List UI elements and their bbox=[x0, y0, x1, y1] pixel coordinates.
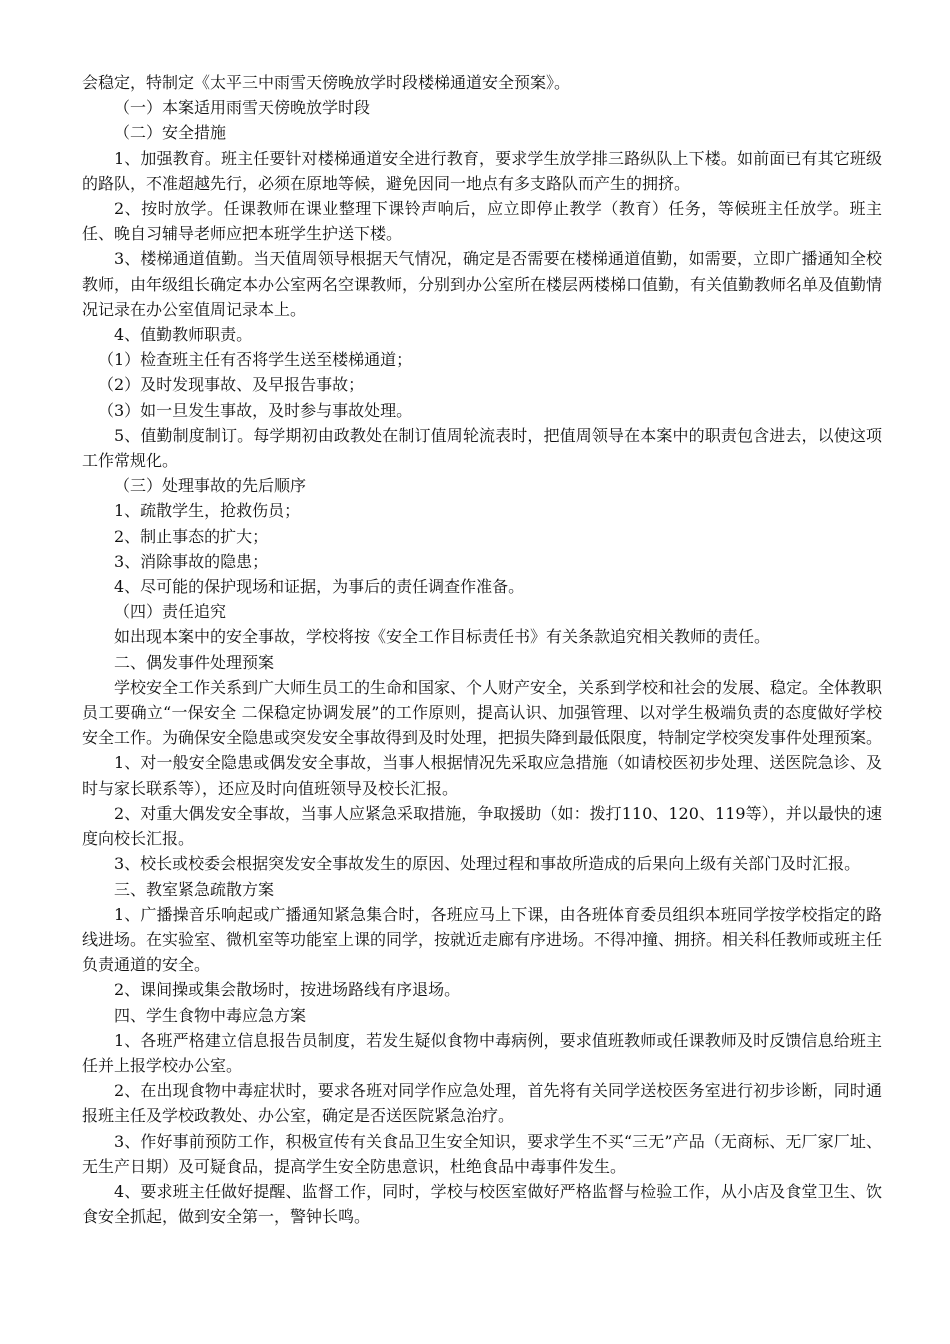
duty-item-1: （1）检查班主任有否将学生送至楼梯通道； bbox=[98, 350, 413, 370]
measure-2-dismissal: 2、按时放学。任课教师在课业整理下课铃声响后，应立即停止教学（教育）任务，等候班主任放学。班主任、晚自习辅导老师应把本班学生护送下楼。 bbox=[82, 199, 882, 244]
accountability-text: 如出现本案中的安全事故，学校将按《安全工作目标责任书》有关条款追究相关教师的责任。 bbox=[114, 627, 771, 647]
measure-3-stair-duty: 3、楼梯通道值勤。当天值周领导根据天气情况，确定是否需要在楼梯通道值勤，如需要，立即广播通知全校教师，由年级组长确定本办公室两名空课教师，分别到办公室所在楼层两楼梯口值勤，有关值勤教师名单及值勤情况记录在办公室值周记录本上。 bbox=[82, 249, 883, 319]
evacuation-item-2: 2、课间操或集会散场时，按进场路线有序退场。 bbox=[114, 980, 461, 1000]
food-item-3: 3、作好事前预防工作，积极宣传有关食品卫生安全知识，要求学生不买“三无”产品（无商标、无厂家厂址、无生产日期）及可疑食品，提高学生安全防患意识，杜绝食品中毒事件发生。 bbox=[82, 1131, 882, 1176]
food-item-1: 1、各班严格建立信息报告员制度，若发生疑似食物中毒病例，要求值班教师或任课教师及时反馈信息给班主任并上报学校办公室。 bbox=[82, 1030, 882, 1075]
duty-item-2: （2）及时发现事故、及早报告事故； bbox=[98, 375, 365, 395]
part-2-heading: 二、偶发事件处理预案 bbox=[114, 652, 275, 672]
duty-item-3: （3）如一旦发生事故，及时参与事故处理。 bbox=[98, 400, 413, 420]
incident-item-2: 2、对重大偶发安全事故，当事人应紧急采取措施，争取援助（如：拨打110、120、119等），并以最快的速度向校长汇报。 bbox=[82, 803, 882, 849]
paragraph-intro-closing: 会稳定，特制定《太平三中雨雪天傍晚放学时段楼梯通道安全预案》。 bbox=[82, 73, 571, 92]
evacuation-item-1: 1、广播操音乐响起或广播通知紧急集合时，各班应马上下课，由各班体育委员组织本班同学按学校指定的路线进场。在实验室、微机室等功能室上课的同学，按就近走廊有序进场。不得冲撞、拥挤。相关科任教师或班主任负责通道的安全。 bbox=[82, 904, 883, 975]
food-item-2: 2、在出现食物中毒症状时，要求各班对同学作应急处理，首先将有关同学送校医务室进行初步诊断，同时通报班主任及学校政教处、办公室，确定是否送医院紧急治疗。 bbox=[82, 1081, 882, 1126]
order-item-2: 2、制止事态的扩大； bbox=[114, 526, 269, 546]
order-item-4: 4、尽可能的保护现场和证据，为事后的责任调查作准备。 bbox=[114, 577, 525, 597]
document-body bbox=[82, 70, 882, 1229]
food-item-4: 4、要求班主任做好提醒、监督工作，同时，学校与校医室做好严格监督与检验工作，从小店及食堂卫生、饮食安全抓起，做到安全第一，警钟长鸣。 bbox=[82, 1181, 882, 1227]
incident-item-3: 3、校长或校委会根据突发安全事故发生的原因、处理过程和事故所造成的后果向上级有关部门及时汇报。 bbox=[114, 854, 861, 874]
part-3-heading: 三、教室紧急疏散方案 bbox=[114, 879, 275, 899]
measure-5-duty-system: 5、值勤制度制订。每学期初由政教处在制订值周轮流表时，把值周领导在本案中的职责包含进去，以使这项工作常规化。 bbox=[82, 425, 882, 471]
order-item-1: 1、疏散学生，抢救伤员； bbox=[114, 501, 301, 521]
section-4-heading: （四）责任追究 bbox=[114, 602, 227, 622]
order-item-3: 3、消除事故的隐患； bbox=[114, 551, 269, 571]
measure-1-education: 1、加强教育。班主任要针对楼梯通道安全进行教育，要求学生放学排三路纵队上下楼。如前面已有其它班级的路队，不准超越先行，必须在原地等候，避免因同一地点有多支路队而产生的拥挤。 bbox=[82, 148, 882, 193]
part-2-intro: 学校安全工作关系到广大师生员工的生命和国家、个人财产安全，关系到学校和社会的发展、稳定。全体教职员工要确立“一保安全 二保稳定协调发展”的工作原则，提高认识、加强管理、以对学生极端负责的态度做好学校安全工作。为确保安全隐患或突发安全事故得到及时处理，把损失降到最低限度，特制定学校突发事件处理预案。 bbox=[82, 677, 883, 748]
part-4-heading: 四、学生食物中毒应急方案 bbox=[114, 1005, 307, 1025]
measure-4-duty-teacher: 4、值勤教师职责。 bbox=[114, 325, 253, 345]
section-1-scope: （一）本案适用雨雪天傍晚放学时段 bbox=[114, 98, 371, 118]
section-2-heading: （二）安全措施 bbox=[114, 123, 227, 143]
section-3-heading: （三）处理事故的先后顺序 bbox=[114, 476, 307, 496]
incident-item-1: 1、对一般安全隐患或偶发安全事故，当事人根据情况先采取应急措施（如请校医初步处理、送医院急诊、及时与家长联系等），还应及时向值班领导及校长汇报。 bbox=[82, 753, 882, 798]
